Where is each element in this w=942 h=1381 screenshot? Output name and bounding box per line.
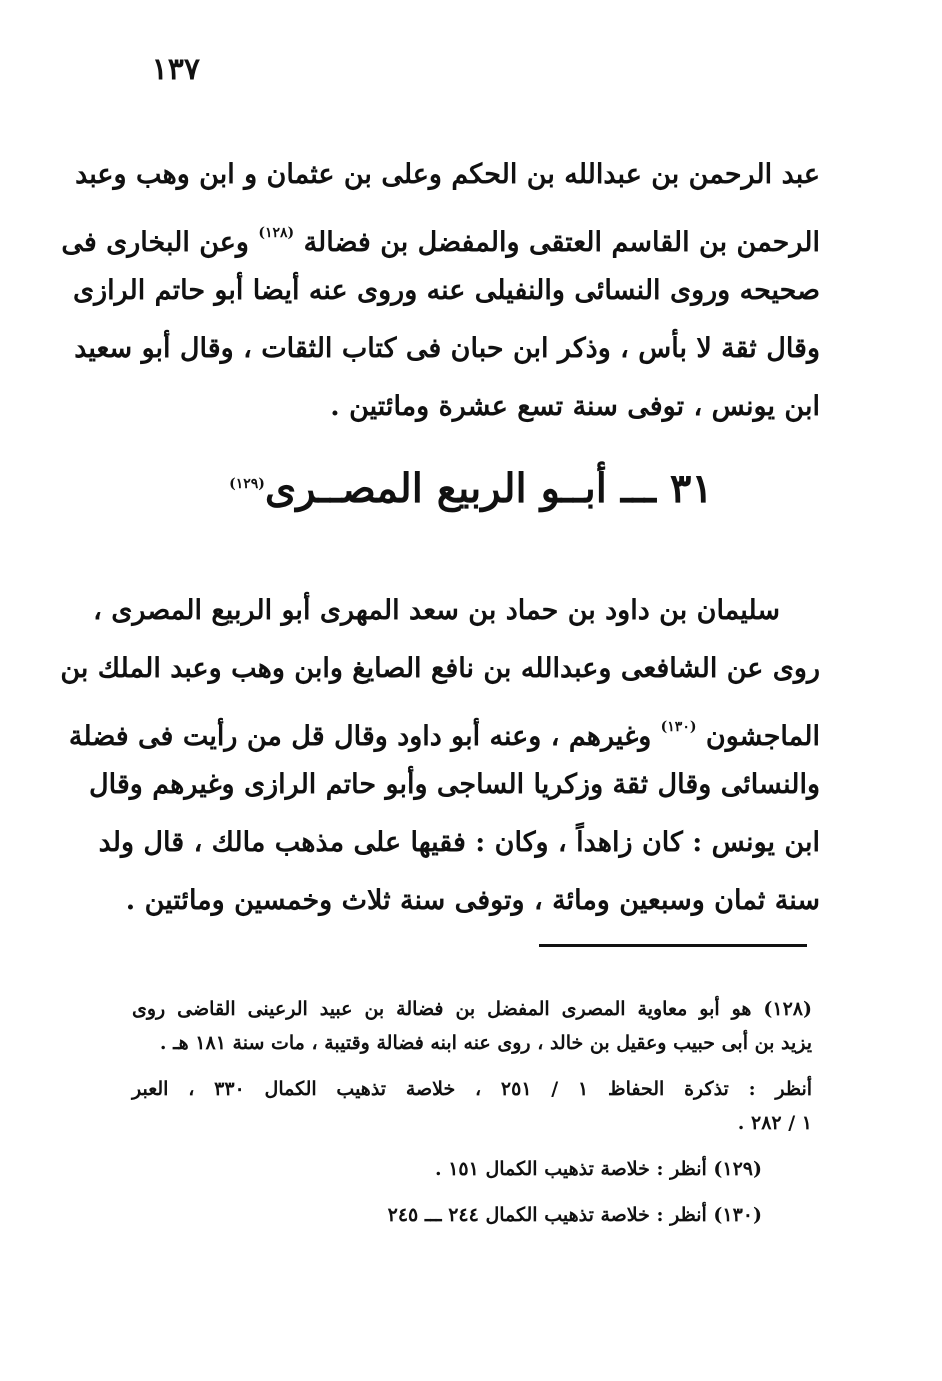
- paragraph-line: وقال ثقة لا بأس ، وذكر ابن حبان فى كتاب الثقات ، وقال أبو سعيد: [74, 333, 820, 364]
- footnote-line: أنظر : تذكرة الحفاظ ١ / ٢٥١ ، خلاصة تذهيب الكمال ٣٣٠ ، العبر: [132, 1078, 813, 1100]
- line-text: الرحمن بن القاسم العتقى والمفضل بن فضالة: [303, 227, 820, 258]
- paragraph-line: ابن يونس ، توفى سنة تسع عشرة ومائتين .: [330, 391, 820, 422]
- footnote-line: (١٣٠) أنظر : خلاصة تذهيب الكمال ٢٤٤ ـــ ٢٤٥: [387, 1204, 762, 1226]
- paragraph-line: سنة ثمان وسبعين ومائة ، وتوفى سنة ثلاث وخمسين ومائتين .: [125, 885, 820, 916]
- line-text: وغيرهم ، وعنه أبو داود وقال قل من رأيت فى فضلة: [68, 721, 652, 752]
- footnote-line: (١٢٩) أنظر : خلاصة تذهيب الكمال ١٥١ .: [434, 1158, 762, 1180]
- footnote-ref: (١٢٨): [258, 225, 295, 241]
- paragraph-line: [61, 204, 820, 262]
- paragraph-line: ابن يونس : كان زاهداً ، وكان : فقيها على مذهب مالك ، قال ولد: [98, 827, 820, 858]
- paragraph-line: صحيحه وروى النسائى والنفيلى عنه وروى عنه أيضا أبو حاتم الرازى: [72, 275, 820, 306]
- footnote-line: ١ / ٢٨٢ .: [737, 1112, 812, 1134]
- footnote-ref: (١٢٩): [229, 476, 265, 492]
- paragraph-line: والنسائى وقال ثقة وزكريا الساجى وأبو حاتم الرازى وغيرهم وقال: [89, 769, 820, 800]
- footnote-divider: [539, 944, 807, 947]
- paragraph-line: [68, 698, 820, 756]
- paragraph-line: عبد الرحمن بن عبدالله بن الحكم وعلى بن عثمان و ابن وهب وعبد: [75, 159, 820, 190]
- line-text: الماجشون: [705, 721, 820, 752]
- footnote-ref: (١٣٠): [660, 719, 697, 735]
- footnote-line: (١٢٨) هو أبو معاوية المصرى المفضل بن فضالة بن عبيد الرعينى القاضى روى: [132, 998, 812, 1020]
- heading-text: ٣١ ـــ أبــو الربيع المصــرى: [264, 465, 713, 512]
- paragraph-line: سليمان بن داود بن حماد بن سعد المهرى أبو الربيع المصرى ،: [93, 595, 780, 626]
- paragraph-1: [61, 146, 820, 436]
- paragraph-line: روى عن الشافعى وعبدالله بن نافع الصايغ وابن وهب وعبد الملك بن: [60, 653, 820, 684]
- line-text: وعن البخارى فى: [61, 227, 249, 258]
- section-heading: [0, 465, 942, 512]
- paragraph-2: [60, 582, 820, 930]
- footnotes: [132, 992, 812, 1232]
- footnote-line: يزيد بن أبى حبيب وعقيل بن خالد ، روى عنه ابنه فضالة وقتيبة ، مات سنة ١٨١ هـ .: [159, 1032, 812, 1054]
- page-number: ١٣٧: [151, 52, 200, 87]
